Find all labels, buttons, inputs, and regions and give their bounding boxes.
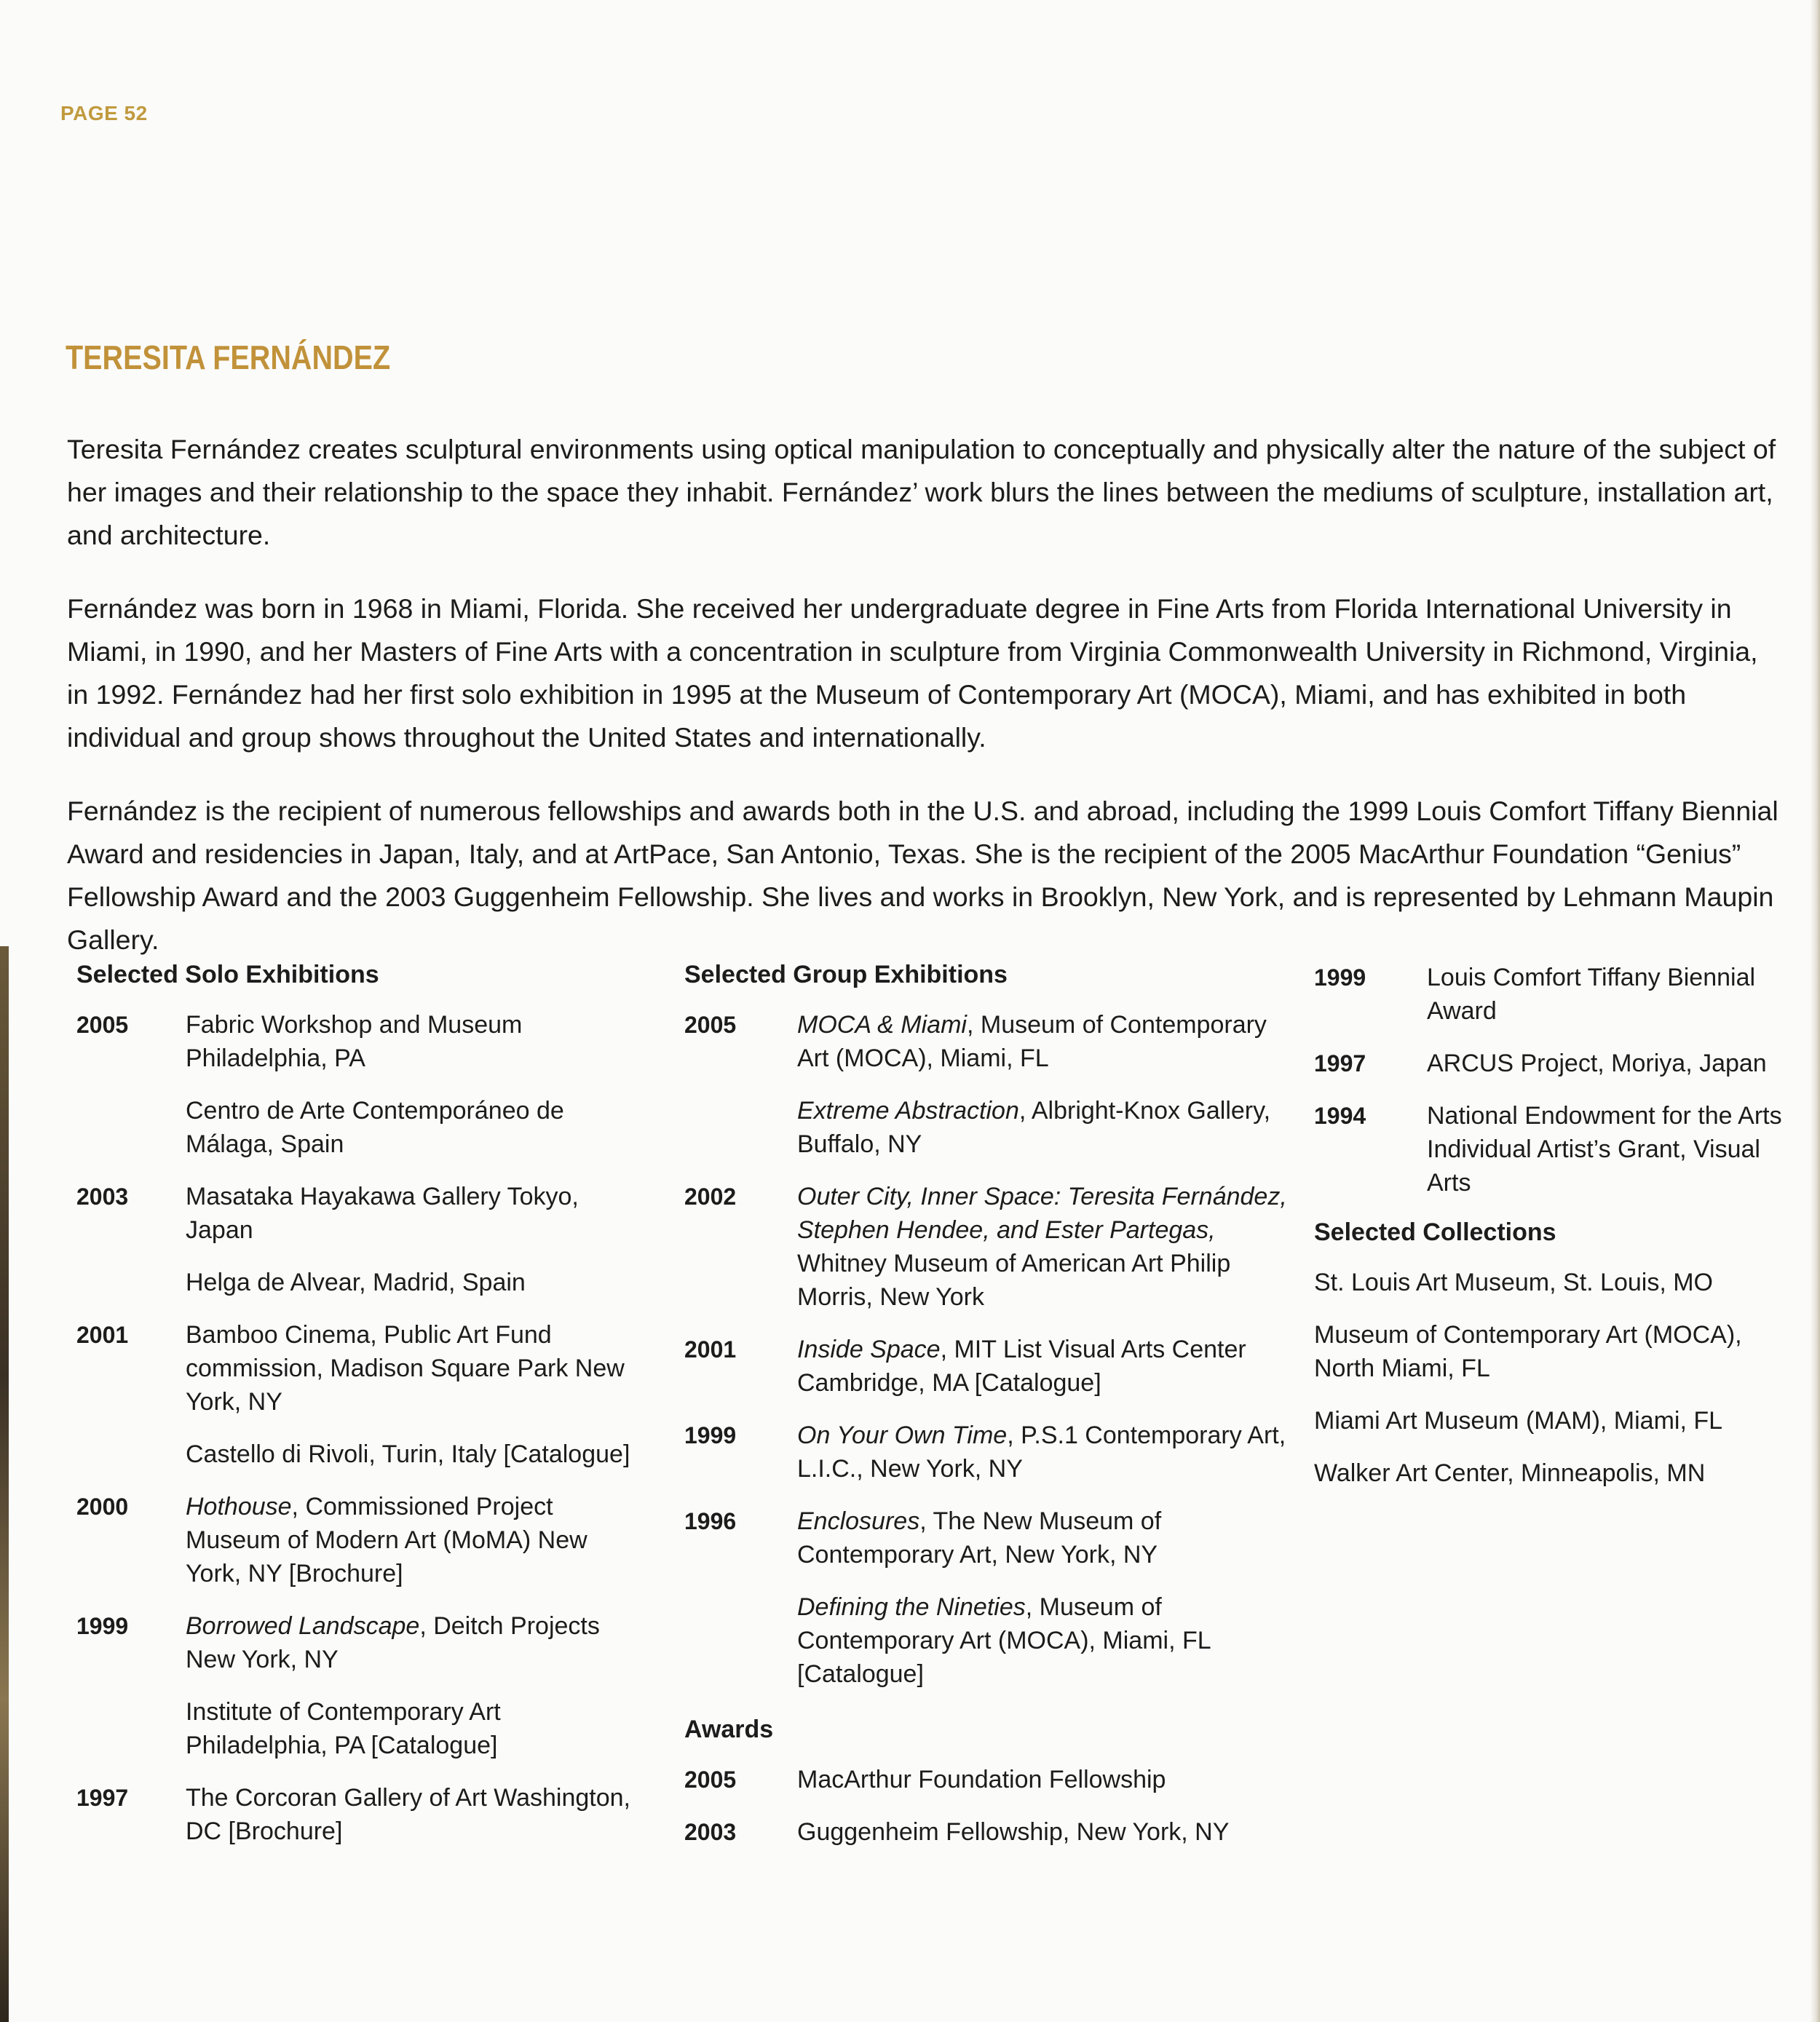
exhibition-title: Inside Space — [797, 1336, 941, 1363]
exhibition-details: , Museum of Contemporary Art (MOCA), Miami, FL [Catalogue] — [797, 1593, 1211, 1688]
exhibition-details: Institute of Contemporary Art Philadelphia, PA [Catalogue] — [186, 1698, 501, 1759]
exhibition-entry — [684, 1008, 1296, 1075]
entry-year: 1999 — [76, 1613, 129, 1639]
bio-paragraph: Fernández was born in 1968 in Miami, Florida. She received her undergraduate degree in Fine Arts from Florida International University in Miami, in 1990, and her Masters of Fine Arts with a concentration in sculpture from Virginia Commonwealth University in Richmond, Virginia, in 1992. Fernández had her first solo exhibition in 1995 at the Museum of Contemporary Art (MOCA), Miami, and has exhibited in both individual and group shows throughout the United States and internationally. — [67, 593, 1758, 753]
award-entry — [1314, 961, 1795, 1028]
award-year: 1999 — [1314, 964, 1366, 991]
exhibition-details: Castello di Rivoli, Turin, Italy [Catalogue] — [186, 1440, 630, 1468]
solo-exhibitions-column — [76, 961, 644, 1867]
collection-item: Walker Art Center, Minneapolis, MN — [1314, 1459, 1706, 1487]
exhibition-details: , Albright-Knox Gallery, Buffalo, NY — [797, 1097, 1271, 1158]
exhibition-entry — [684, 1094, 1296, 1161]
entry-text — [797, 1094, 1296, 1161]
exhibition-title: Borrowed Landscape — [186, 1612, 420, 1640]
award-entry — [684, 1815, 1296, 1849]
exhibition-details: , Deitch Projects New York, NY — [186, 1612, 600, 1673]
entry-text — [797, 1180, 1296, 1314]
awards-heading: Awards — [684, 1716, 774, 1743]
exhibition-title: MOCA & Miami — [797, 1011, 967, 1039]
exhibition-entry — [76, 1094, 644, 1161]
exhibition-title: Outer City, Inner Space: Teresita Fernández, Stephen Hendee, and Ester Partegas, — [797, 1183, 1287, 1244]
entry-text — [797, 1333, 1296, 1400]
exhibition-details: Fabric Workshop and Museum Philadelphia, PA — [186, 1011, 523, 1072]
entry-year — [76, 1695, 186, 1762]
entry-text — [186, 1180, 644, 1247]
exhibition-entry — [76, 1266, 644, 1299]
bio-paragraph: Teresita Fernández creates sculptural environments using optical manipulation to conceptually and physically alter the nature of the subject of her images and their relationship to the space they inhabit. Fernández’ work blurs the lines between the mediums of sculpture, installation art, and architecture. — [67, 434, 1776, 550]
entry-year: 1999 — [684, 1422, 737, 1448]
entry-year — [684, 1094, 797, 1161]
exhibition-details: , Museum of Contemporary Art (MOCA), Miami, FL — [797, 1011, 1267, 1072]
entry-text — [186, 1008, 644, 1075]
entry-text — [186, 1318, 644, 1419]
exhibition-details: , P.S.1 Contemporary Art, L.I.C., New York, NY — [797, 1422, 1286, 1483]
exhibition-entry — [76, 1609, 644, 1676]
exhibition-details: Bamboo Cinema, Public Art Fund commission, Madison Square Park New York, NY — [186, 1321, 625, 1416]
entry-text — [186, 1781, 644, 1848]
award-text: ARCUS Project, Moriya, Japan — [1427, 1050, 1767, 1077]
exhibition-entry — [684, 1180, 1296, 1314]
entry-year: 2001 — [76, 1322, 129, 1348]
entry-year: 2003 — [76, 1184, 129, 1210]
exhibition-title: Hothouse — [186, 1493, 292, 1521]
exhibition-details: Helga de Alvear, Madrid, Spain — [186, 1269, 526, 1296]
award-entry — [684, 1763, 1296, 1796]
exhibition-title: Extreme Abstraction — [797, 1097, 1019, 1125]
exhibition-entry — [76, 1318, 644, 1419]
exhibition-entry — [76, 1008, 644, 1075]
exhibition-title: Defining the Nineties — [797, 1593, 1026, 1621]
entry-text — [797, 1590, 1296, 1691]
awards-collections-column — [1314, 961, 1795, 1509]
exhibition-details: Centro de Arte Contemporáneo de Málaga, Spain — [186, 1097, 564, 1158]
entry-year — [76, 1266, 186, 1299]
entry-text — [186, 1609, 644, 1676]
exhibition-entry — [76, 1180, 644, 1247]
exhibition-details: Masataka Hayakawa Gallery Tokyo, Japan — [186, 1183, 579, 1244]
biography — [67, 428, 1785, 992]
entry-text — [797, 1419, 1296, 1486]
entry-year: 2001 — [684, 1336, 737, 1363]
award-year: 2003 — [684, 1819, 737, 1845]
exhibition-entry — [684, 1419, 1296, 1486]
artist-name-heading: TERESITA FERNÁNDEZ — [66, 338, 391, 376]
collections-heading: Selected Collections — [1314, 1218, 1556, 1246]
exhibition-details: , The New Museum of Contemporary Art, New York, NY — [797, 1507, 1162, 1569]
award-entry — [1314, 1047, 1795, 1080]
entry-year: 1997 — [76, 1785, 129, 1811]
group-exhibitions-list — [684, 1008, 1296, 1691]
exhibition-title: On Your Own Time — [797, 1422, 1008, 1449]
solo-exhibitions-list — [76, 1008, 644, 1848]
award-text: Guggenheim Fellowship, New York, NY — [797, 1818, 1230, 1846]
exhibition-details: , MIT List Visual Arts Center Cambridge, MA [Catalogue] — [797, 1336, 1246, 1397]
bio-paragraph: Fernández is the recipient of numerous fellowships and awards both in the U.S. and abroad, including the 1999 Louis Comfort Tiffany Biennial Award and residencies in Japan, Italy, and at ArtPace, San Antonio, Texas. She is the recipient of the 2005 MacArthur Foundation “Genius” Fellowship Award and the 2003 Guggenheim Fellowship. She lives and works in Brooklyn, New York, and is represented by Lehmann Maupin Gallery. — [67, 796, 1779, 955]
entry-year: 2000 — [76, 1494, 129, 1520]
awards-list — [684, 1763, 1296, 1849]
collection-item: Miami Art Museum (MAM), Miami, FL — [1314, 1407, 1723, 1435]
exhibition-entry — [76, 1781, 644, 1848]
entry-text — [186, 1438, 644, 1471]
entry-text — [186, 1094, 644, 1161]
entry-text — [797, 1504, 1296, 1571]
exhibition-entry — [684, 1590, 1296, 1691]
page-edge-left — [0, 946, 9, 2022]
entry-year — [76, 1094, 186, 1161]
entry-text — [186, 1490, 644, 1590]
entry-year: 2002 — [684, 1184, 737, 1210]
award-year: 1997 — [1314, 1050, 1366, 1077]
exhibition-entry — [76, 1695, 644, 1762]
exhibition-entry — [76, 1438, 644, 1471]
exhibition-entry — [76, 1490, 644, 1590]
entry-text — [186, 1266, 644, 1299]
entry-text — [186, 1695, 644, 1762]
entry-year — [684, 1590, 797, 1691]
exhibition-details: , Commissioned Project Museum of Modern Art (MoMA) New York, NY [Brochure] — [186, 1493, 587, 1587]
awards-continued-list — [1314, 961, 1795, 1200]
exhibition-entry — [684, 1333, 1296, 1400]
exhibition-details: Whitney Museum of American Art Philip Morris, New York — [797, 1250, 1231, 1311]
collection-item: Museum of Contemporary Art (MOCA), North Miami, FL — [1314, 1321, 1742, 1382]
award-year: 2005 — [684, 1767, 737, 1793]
award-text: Louis Comfort Tiffany Biennial Award — [1427, 964, 1756, 1025]
award-text: MacArthur Foundation Fellowship — [797, 1766, 1166, 1793]
entry-year: 2005 — [684, 1012, 737, 1038]
page-number: PAGE 52 — [60, 102, 148, 124]
entry-year: 2005 — [76, 1012, 129, 1038]
exhibition-details: The Corcoran Gallery of Art Washington, DC [Brochure] — [186, 1784, 631, 1845]
entry-year: 1996 — [684, 1508, 737, 1534]
award-entry — [1314, 1099, 1795, 1200]
exhibition-title: Enclosures — [797, 1507, 920, 1535]
page-edge-right — [1810, 0, 1820, 2022]
entry-text — [797, 1008, 1296, 1075]
entry-year — [76, 1438, 186, 1471]
solo-exhibitions-heading: Selected Solo Exhibitions — [76, 961, 379, 988]
exhibition-entry — [684, 1504, 1296, 1571]
collections-list — [1314, 1266, 1795, 1490]
group-exhibitions-column — [684, 961, 1296, 1868]
award-year: 1994 — [1314, 1103, 1366, 1129]
group-exhibitions-heading: Selected Group Exhibitions — [684, 961, 1008, 988]
award-text: National Endowment for the Arts Individual Artist’s Grant, Visual Arts — [1427, 1102, 1782, 1197]
collection-item: St. Louis Art Museum, St. Louis, MO — [1314, 1269, 1713, 1296]
